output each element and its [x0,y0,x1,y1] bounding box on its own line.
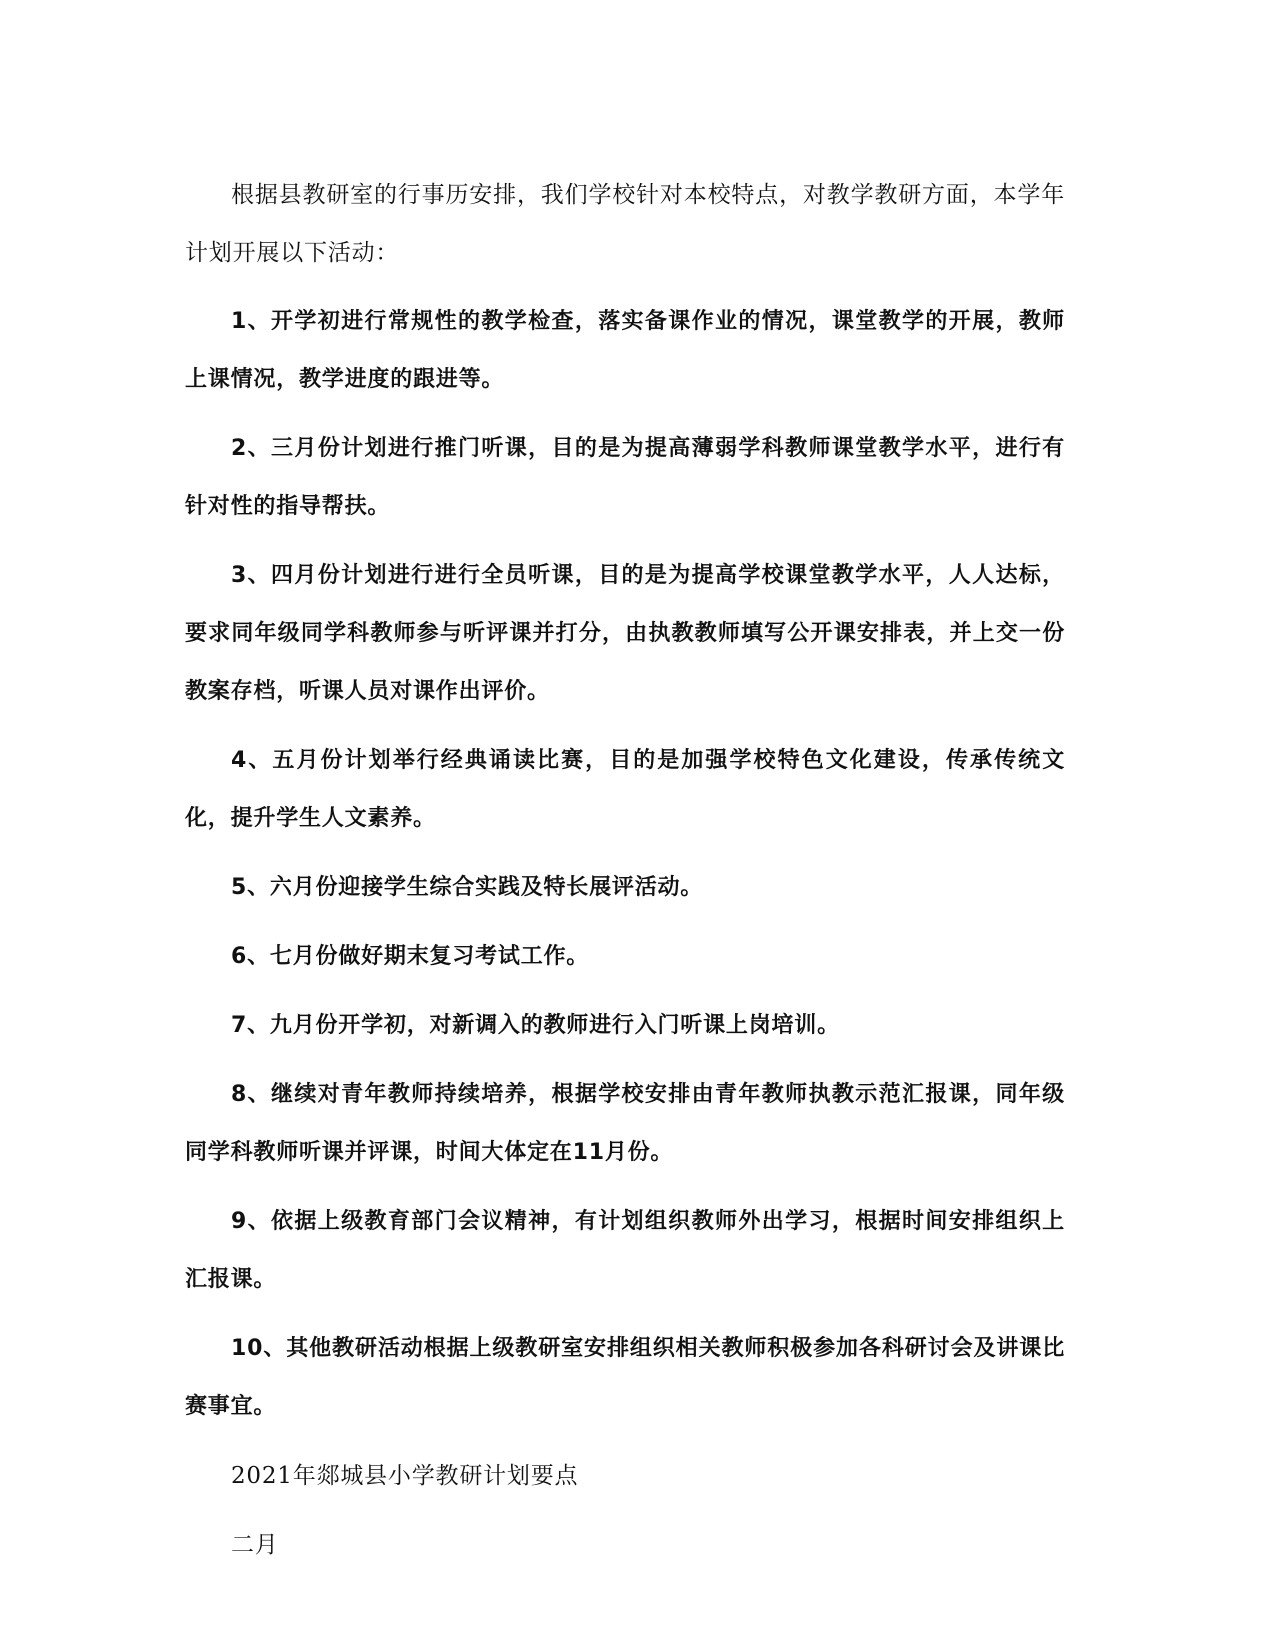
document-body [185,166,1065,1585]
plan-item-2: 2、三月份计划进行推门听课，目的是为提高薄弱学科教师课堂教学水平，进行有针对性的指导帮扶。 [185,436,1065,519]
intro-paragraph: 根据县教研室的行事历安排，我们学校针对本校特点，对教学教研方面，本学年计划开展以下活动： [185,182,1065,266]
section-title: 2021年郯城县小学教研计划要点 [231,1463,579,1489]
plan-item-7: 7、九月份开学初，对新调入的教师进行入门听课上岗培训。 [231,1013,840,1038]
plan-item-8: 8、继续对青年教师持续培养，根据学校安排由青年教师执教示范汇报课，同年级同学科教师听课并评课，时间大体定在11月份。 [185,1082,1065,1165]
plan-item-3: 3、四月份计划进行进行全员听课，目的是为提高学校课堂教学水平，人人达标，要求同年级同学科教师参与听评课并打分，由执教教师填写公开课安排表，并上交一份教案存档，听课人员对课作出评价。 [185,563,1065,704]
plan-item-6: 6、七月份做好期末复习考试工作。 [231,944,590,969]
plan-item-1: 1、开学初进行常规性的教学检查，落实备课作业的情况，课堂教学的开展，教师上课情况，教学进度的跟进等。 [185,309,1065,392]
month-heading: 二月 [231,1532,279,1558]
plan-item-9: 9、依据上级教育部门会议精神，有计划组织教师外出学习，根据时间安排组织上汇报课。 [185,1209,1065,1292]
plan-item-5: 5、六月份迎接学生综合实践及特长展评活动。 [231,875,704,900]
plan-item-4: 4、五月份计划举行经典诵读比赛，目的是加强学校特色文化建设，传承传统文化，提升学生人文素养。 [185,748,1065,831]
plan-item-10: 10、其他教研活动根据上级教研室安排组织相关教师积极参加各科研讨会及讲课比赛事宜。 [185,1336,1065,1419]
